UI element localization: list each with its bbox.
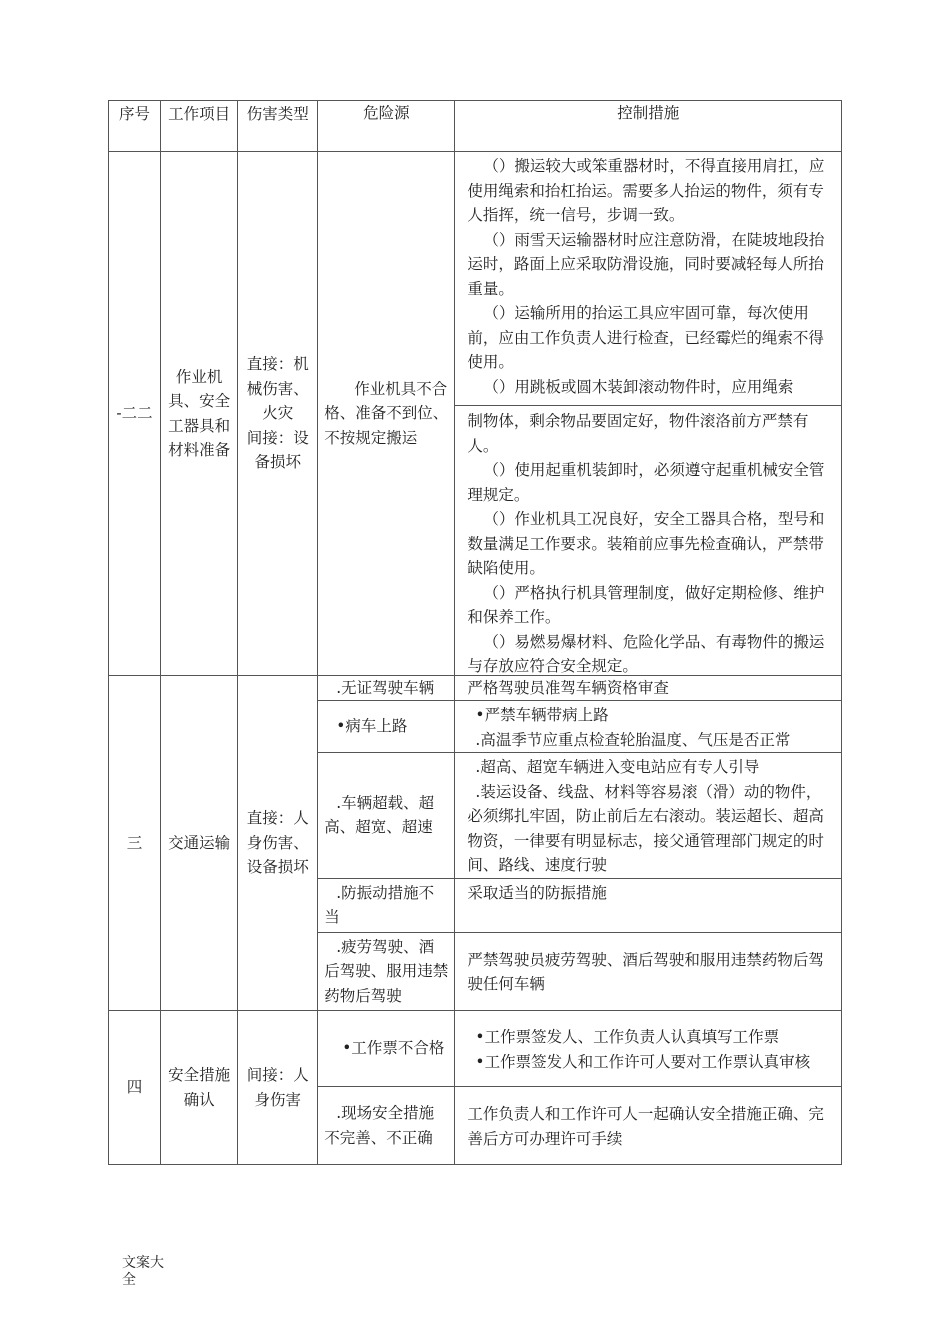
control-item: （）用跳板或圆木装卸滚动物件时，应用绳索 [483,377,794,396]
sec3-control-3 [455,753,842,879]
sec2-controls-bottom [455,406,841,675]
control-item: •工作票签发人和工作许可人要对工作票认真审核 [475,1052,811,1071]
sec4-control-2 [455,1087,842,1165]
sec2-item: 作业机具、安全工器具和材料准备 [161,152,238,676]
control-item: 制物体，剩余物品要固定好，物件滚洛前方严禁有人。 [467,412,809,455]
sec2-harm-indirect: 间接：设备损坏 [246,428,309,472]
sec4-source-2: .现场安全措施不完善、不正确 [318,1087,455,1165]
table-row-sec4-1 [109,1011,842,1087]
control-item: 工作负责人和工作许可人一起确认安全措施正确、完善后方可办理许可手续 [467,1105,824,1148]
control-item: （）搬运较大或笨重器材时，不得直接用肩扛，应使用绳索和抬杠抬运。需要多人抬运的物件，须有专人指挥，统一信号，步调一致。 [467,157,825,224]
sec4-item: 安全措施确认 [161,1011,238,1165]
control-item: •工作票签发人、工作负责人认真填写工作票 [475,1028,780,1046]
sec3-control-5 [455,932,842,1011]
sec2-harm-direct: 直接：机械伤害、火灾 [246,355,309,423]
control-item: .超高、超宽车辆进入变电站应有专人引导 [475,758,760,776]
sec4-seq: 四 [109,1011,161,1165]
header-item: 工作项目 [161,101,238,152]
sec3-source-2: •病车上路 [318,701,455,753]
control-item: .高温季节应重点检查轮胎温度、气压是否正常 [475,730,791,749]
control-item: 采取适当的防振措施 [467,883,607,902]
footer-text: 文案大全 [122,1255,164,1288]
control-item: （）作业机具工况良好，安全工器具合格，型号和数量满足工作要求。装箱前应事先检查确认，严禁带缺陷使用。 [467,510,825,577]
sec2-controls [455,152,842,676]
sec3-control-2 [455,701,842,753]
header-control: 控制措施 [455,101,842,152]
sec3-source-4: .防振动措施不当 [318,878,455,932]
sec3-control-1 [455,676,842,701]
sec2-source: 作业机具不合格、准备不到位、不按规定搬运 [318,152,455,676]
risk-control-table [108,100,842,1165]
control-item: （）使用起重机装卸时，必须遵守起重机械安全管理规定。 [467,461,825,504]
sec3-source-5: .疲劳驾驶、酒后驾驶、服用违禁药物后驾驶 [318,932,455,1011]
sec3-harm: 直接：人身伤害、设备损坏 [238,676,318,1011]
header-source: 危险源 [318,101,455,152]
sec3-seq: 三 [109,676,161,1011]
control-item: （）易燃易爆材料、危险化学品、有毒物件的搬运与存放应符合安全规定。 [467,632,825,675]
control-item: •严禁车辆带病上路 [475,706,609,724]
sec4-harm: 间接：人身伤害 [238,1011,318,1165]
header-seq: 序号 [109,101,161,152]
table-row-sec2 [109,152,842,676]
sec3-source-3: .车辆超载、超高、超宽、超速 [318,753,455,879]
sec3-source-1: .无证驾驶车辆 [318,676,455,701]
table-row-sec3-1 [109,676,842,701]
sec2-controls-top [455,152,841,406]
sec3-control-4 [455,878,842,932]
sec2-seq: -二二 [109,152,161,676]
control-item: .装运设备、线盘、材料等容易滚（滑）动的物件，必须绑扎牢固，防止前后左右滚动。装运超长、超高物资，一律要有明显标志，接父通管理部门规定的时间、路线、速度行驶 [467,782,824,874]
control-item: 严禁驾驶员疲劳驾驶、酒后驾驶和服用违禁药物后驾驶任何车辆 [467,950,824,994]
header-harm: 伤害类型 [238,101,318,152]
control-item: （）运输所用的抬运工具应牢固可靠，每次使用前，应由工作负责人进行检查，已经霉烂的绳索不得使用。 [467,304,824,371]
sec4-control-1 [455,1011,842,1087]
sec4-source-1: •工作票不合格 [318,1011,455,1087]
sec3-item: 交通运输 [161,676,238,1011]
control-item: （）严格执行机具管理制度，做好定期检修、维护和保养工作。 [467,583,825,626]
control-item: （）雨雪天运输器材时应注意防滑，在陡坡地段抬运时，路面上应采取防滑设施，同时要减轻每人所抬重量。 [467,230,825,298]
table-header-row [109,101,842,152]
control-item: 严格驾驶员准驾车辆资格审查 [467,679,669,697]
sec2-harm [238,152,318,676]
